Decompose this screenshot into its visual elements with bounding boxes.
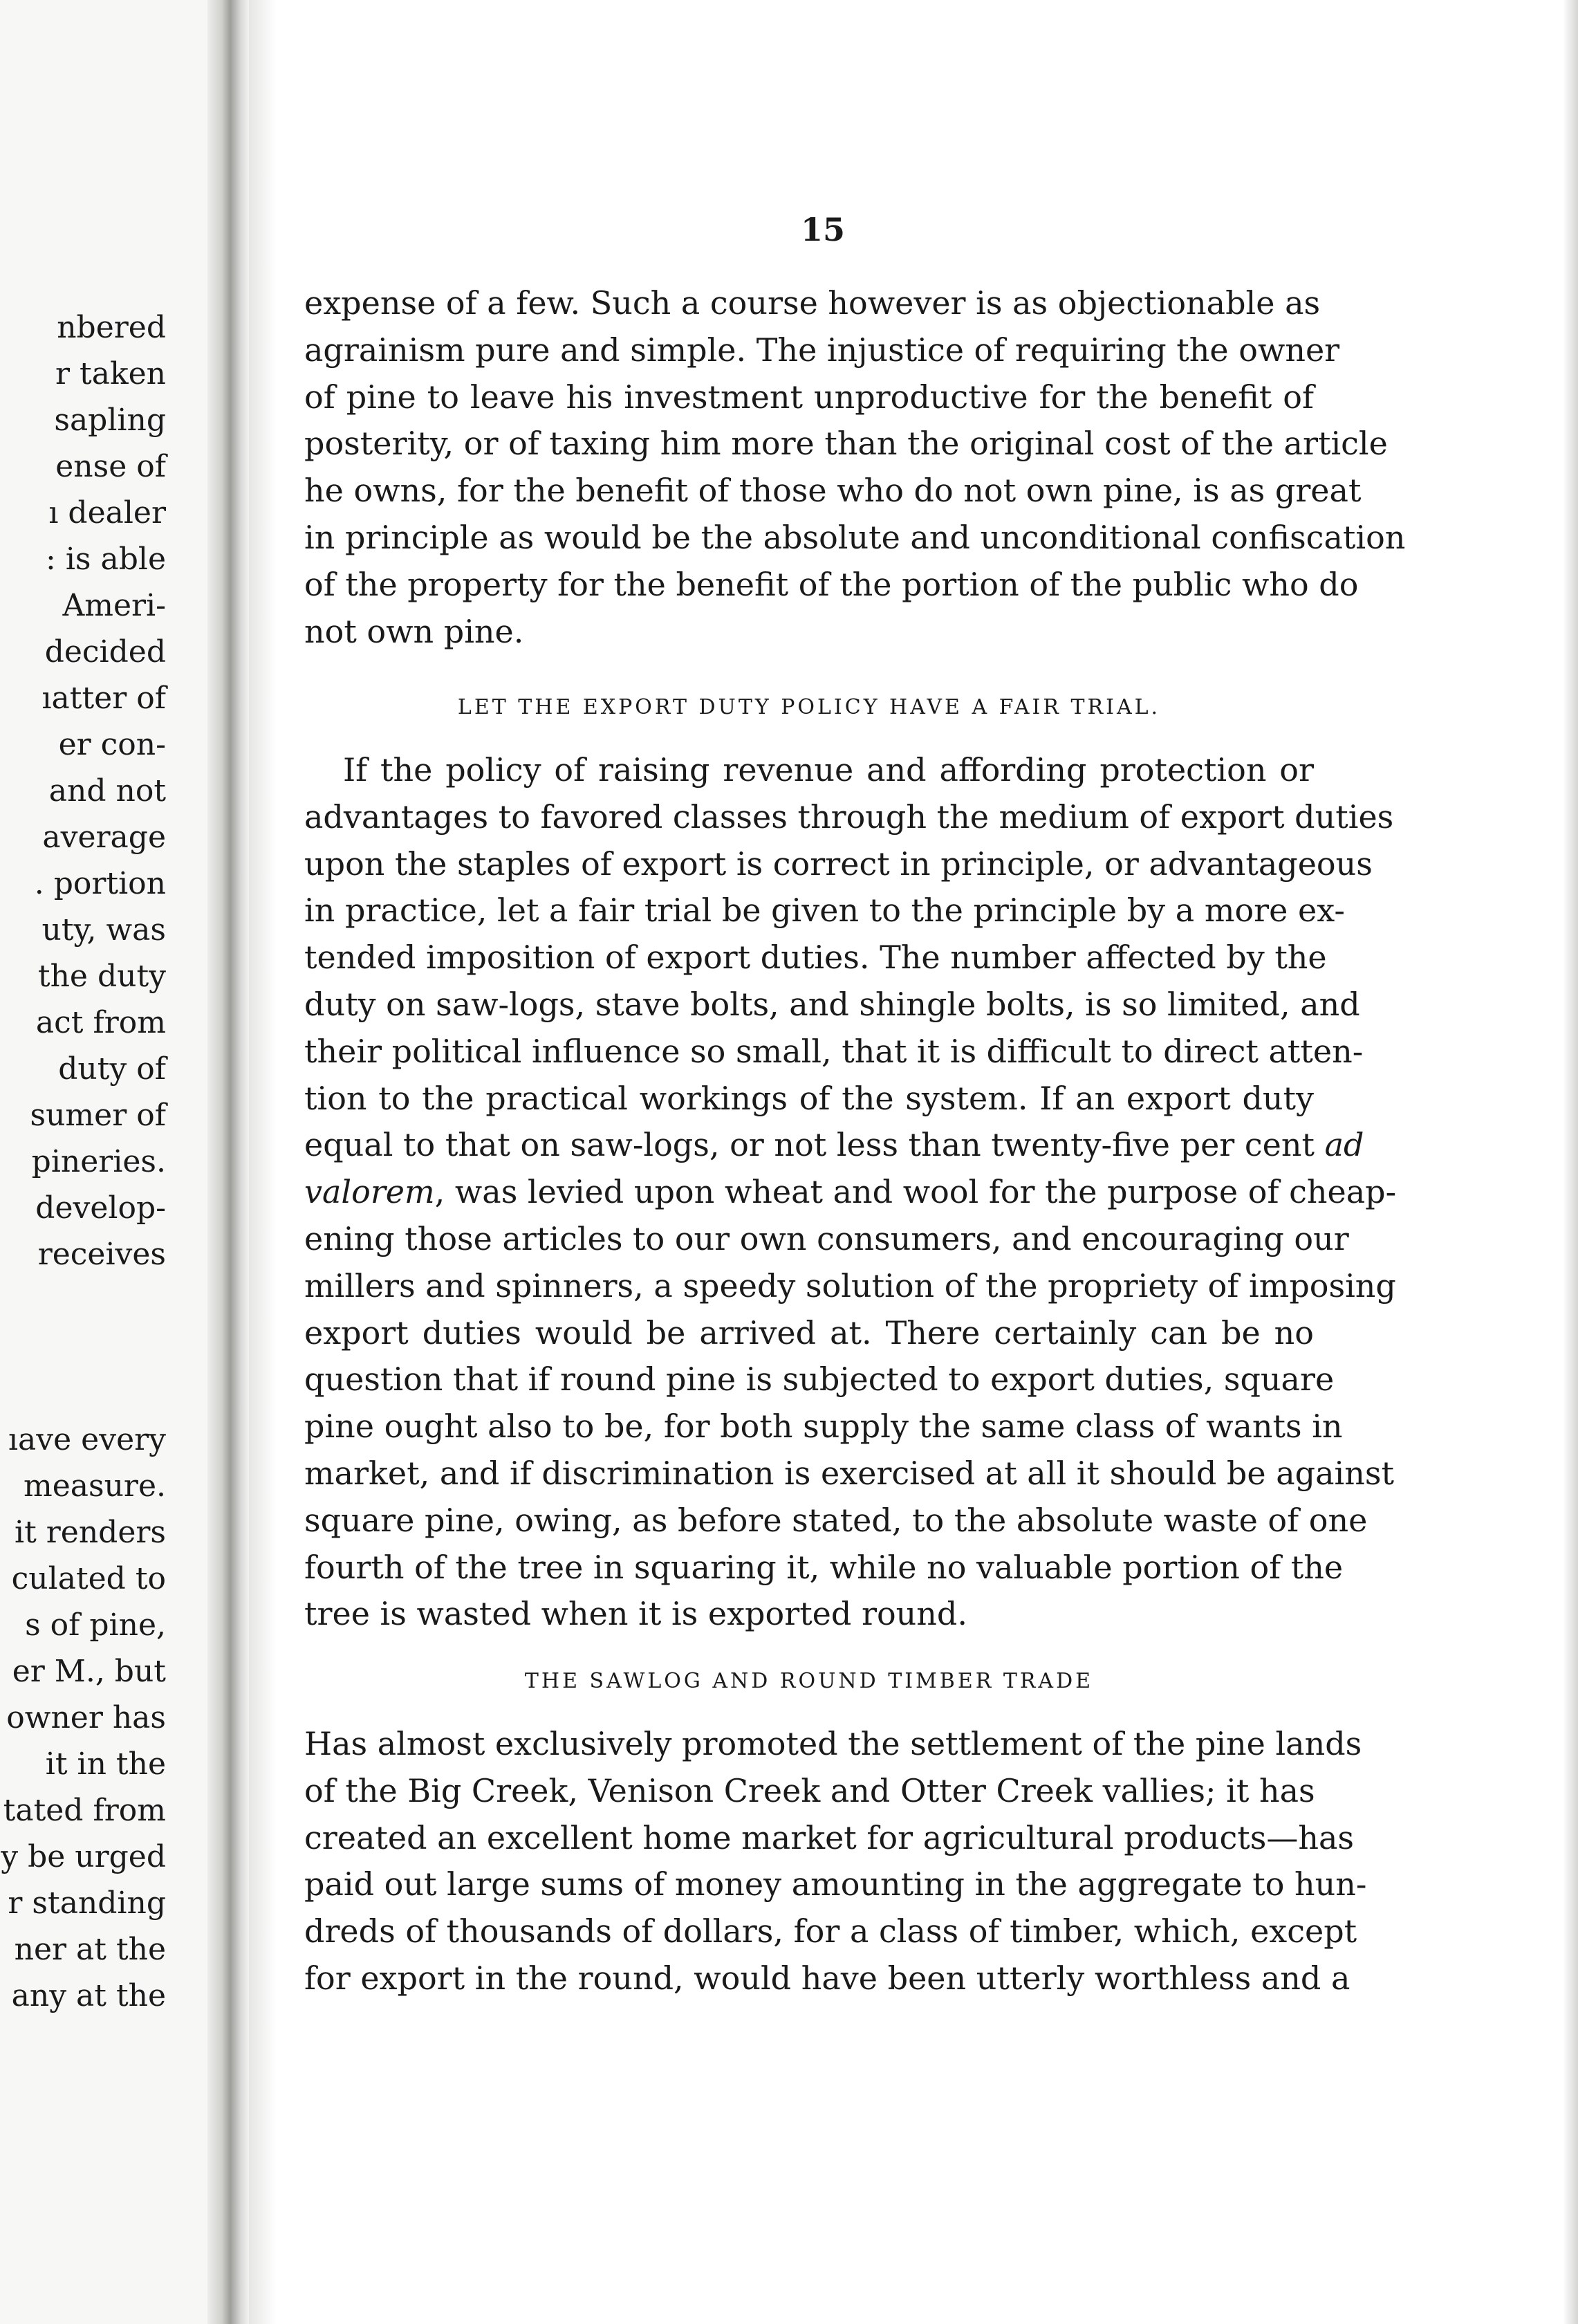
gutter-shadow xyxy=(249,0,277,2324)
text-line: If the policy of raising revenue and affording protection or xyxy=(343,751,1314,788)
left-line: decided xyxy=(44,634,166,670)
left-line: act from xyxy=(35,1005,166,1040)
text-line: valorem, was levied upon wheat and wool for the purpose of cheap- xyxy=(304,1173,1397,1211)
text-line: posterity, or of taxing him more than the original cost of the article xyxy=(304,425,1388,463)
left-line: Ameri- xyxy=(62,588,166,623)
text-line: agrainism pure and simple. The injustice of requiring the owner xyxy=(304,331,1340,369)
left-line-spacer xyxy=(0,1324,166,1370)
text-line: advantages to favored classes through the medium of export duties xyxy=(304,797,1394,836)
text-line: paid out large sums of money amounting in the aggregate to hun- xyxy=(304,1865,1367,1903)
left-line: duty of xyxy=(58,1051,166,1087)
section-heading-export-duty: LET THE EXPORT DUTY POLICY HAVE A FAIR TRIAL. xyxy=(457,695,1161,719)
left-line: culated to xyxy=(11,1561,166,1596)
left-line: s of pine, xyxy=(25,1607,166,1643)
text-line: of the Big Creek, Venison Creek and Otter Creek vallies; it has xyxy=(304,1771,1315,1809)
paragraph-expense xyxy=(304,280,1406,655)
left-facing-page xyxy=(0,0,207,2324)
left-line-spacer xyxy=(0,1370,166,1417)
text-line: he owns, for the benefit of those who do not own pine, is as great xyxy=(304,472,1362,510)
left-line: it in the xyxy=(45,1746,166,1782)
left-line: uty, was xyxy=(41,912,166,948)
text-line: for export in the round, would have been utterly worthless and a xyxy=(304,1959,1350,1997)
text-line: tion to the practical workings of the system. If an export duty xyxy=(304,1079,1314,1117)
left-line: and not xyxy=(48,773,166,809)
left-line: ner at the xyxy=(14,1932,166,1967)
text-line: tended imposition of export duties. The number affected by the xyxy=(304,939,1327,977)
left-line: owner has xyxy=(6,1700,166,1735)
left-line: develop- xyxy=(35,1190,166,1226)
text-line: in practice, let a fair trial be given to the principle by a more ex- xyxy=(304,892,1345,930)
text-line: expense of a few. Such a course however is as objectionable as xyxy=(304,284,1321,322)
left-line: er con- xyxy=(58,727,166,762)
left-line: . portion xyxy=(34,866,166,901)
text-line: their political influence so small, that it is difficult to direct atten- xyxy=(304,1032,1364,1070)
left-line: measure. xyxy=(24,1468,166,1504)
text-line: fourth of the tree in squaring it, while no valuable portion of the xyxy=(304,1548,1344,1586)
left-line: nbered xyxy=(57,310,166,345)
left-line: the duty xyxy=(37,959,166,994)
left-line: sumer of xyxy=(30,1098,166,1133)
left-line: er M., but xyxy=(12,1654,166,1689)
text-line: of the property for the benefit of the portion of the public who do xyxy=(304,565,1359,603)
left-line: y be urged xyxy=(1,1839,166,1874)
text-line: export duties would be arrived at. There certainly can be no xyxy=(304,1313,1314,1352)
page-edge-shadow xyxy=(1563,0,1578,2324)
text-line: in principle as would be the absolute and unconditional confiscation xyxy=(304,518,1406,556)
text-line: equal to that on saw-logs, or not less than twenty-five per cent ad xyxy=(304,1126,1364,1164)
text-line: created an excellent home market for agricultural products—has xyxy=(304,1818,1354,1856)
left-line: tated from xyxy=(3,1793,166,1828)
text-line: not own pine. xyxy=(304,612,524,650)
left-line: r standing xyxy=(8,1885,166,1921)
left-line: it renders xyxy=(15,1515,166,1550)
text-line: market, and if discrimination is exercised at all it should be against xyxy=(304,1454,1394,1492)
text-line: dreds of thousands of dollars, for a class of timber, which, except xyxy=(304,1912,1357,1950)
left-line-spacer xyxy=(0,1278,166,1324)
text-line: ening those articles to our own consumers, and encouraging our xyxy=(304,1219,1349,1257)
text-line: upon the staples of export is correct in principle, or advantageous xyxy=(304,845,1373,883)
left-line: ıatter of xyxy=(41,681,166,716)
text-line: Has almost exclusively promoted the settlement of the pine lands xyxy=(304,1725,1362,1762)
text-line: pine ought also to be, for both supply the same class of wants in xyxy=(304,1408,1343,1446)
left-line: pineries. xyxy=(31,1144,166,1179)
book-gutter xyxy=(207,0,249,2324)
left-line: ense of xyxy=(55,449,166,484)
text-line: question that if round pine is subjected to export duties, square xyxy=(304,1361,1335,1399)
section-heading-sawlog-trade: THE SAWLOG AND ROUND TIMBER TRADE xyxy=(524,1669,1094,1693)
left-line: r taken xyxy=(55,356,166,391)
main-page xyxy=(304,0,1406,2324)
left-line: ıave every xyxy=(8,1422,166,1457)
left-page-text xyxy=(0,304,166,2019)
left-line: average xyxy=(42,820,166,855)
text-line: square pine, owing, as before stated, to the absolute waste of one xyxy=(304,1501,1368,1539)
text-line: duty on saw-logs, stave bolts, and shingle bolts, is so limited, and xyxy=(304,985,1360,1023)
left-line: receives xyxy=(37,1237,166,1272)
left-line: sapling xyxy=(54,403,166,438)
page-number: 15 xyxy=(800,211,845,248)
text-line: of pine to leave his investment unproductive for the benefit of xyxy=(304,378,1314,416)
text-line: millers and spinners, a speedy solution of the propriety of imposing xyxy=(304,1266,1396,1304)
text-line: tree is wasted when it is exported round. xyxy=(304,1595,967,1633)
left-line: any at the xyxy=(11,1978,166,2013)
paragraph-export-duty xyxy=(304,747,1397,1638)
left-line: ı dealer xyxy=(48,495,166,531)
paragraph-sawlog-trade xyxy=(304,1721,1367,2002)
left-line: : is able xyxy=(46,542,166,577)
